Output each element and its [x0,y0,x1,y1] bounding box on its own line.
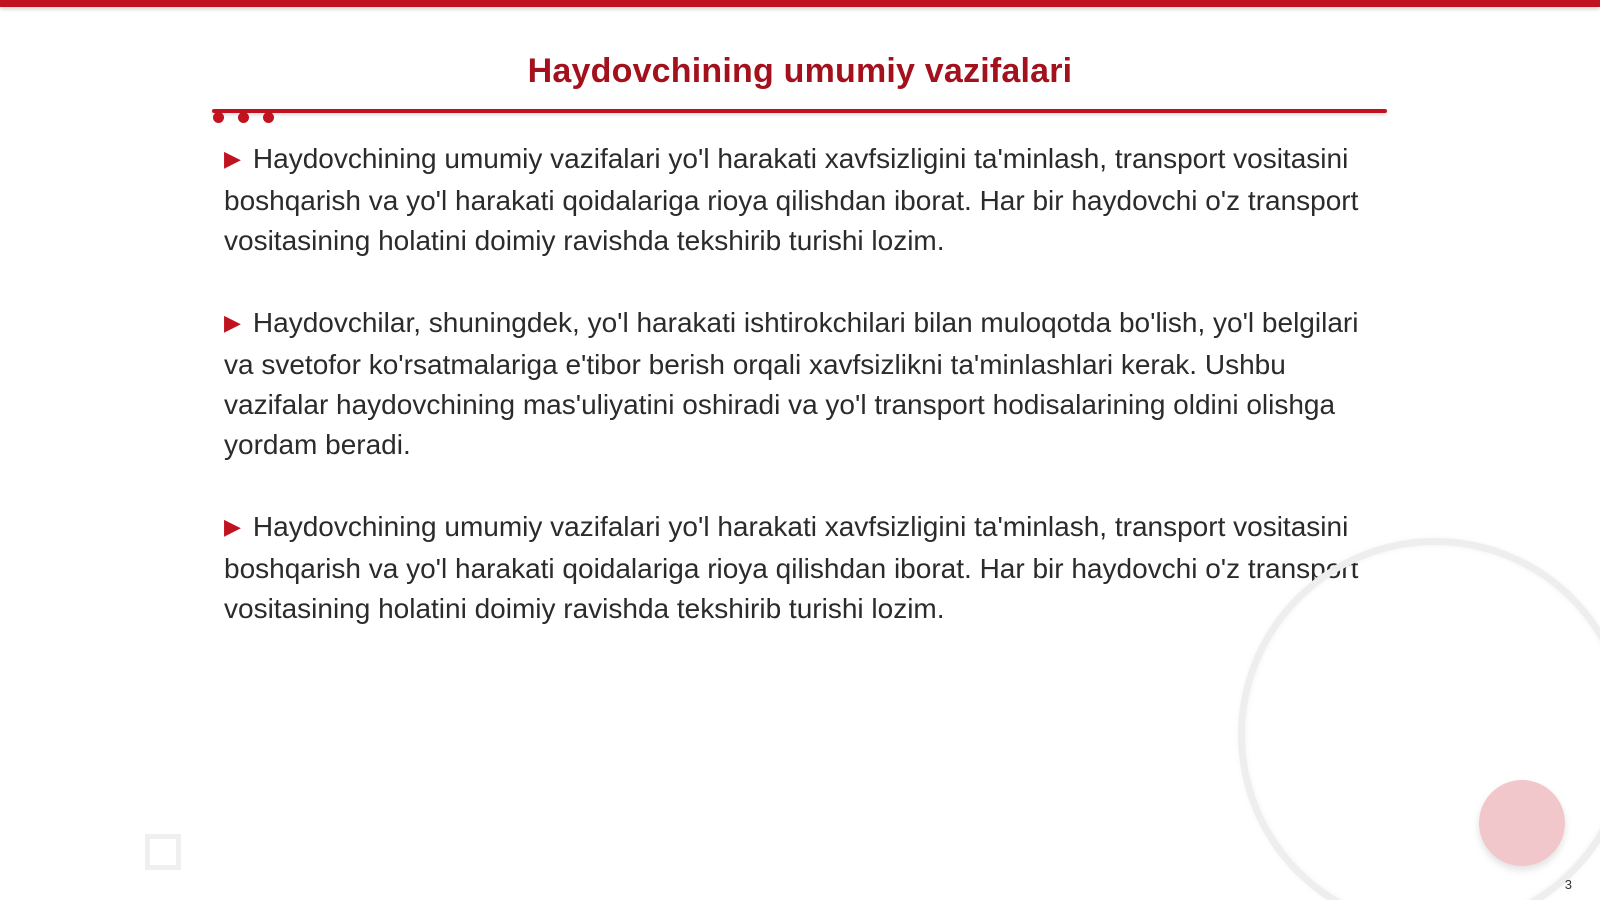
bullet-text: Haydovchining umumiy vazifalari yo'l harakati xavfsizligini ta'minlash, transport vositasini boshqarish va yo'l harakati qoidalariga rioya qilishdan iborat. Har bir haydovchi o'z transport vositasining holatini doimiy ravishda tekshirib turishi lozim. [224,511,1359,624]
slide-title: Haydovchining umumiy vazifalari [527,52,1073,90]
decorative-square-outline [145,834,181,870]
underline-dot [238,112,249,123]
bullet-item [224,507,1374,629]
bullet-text: Haydovchilar, shuningdek, yo'l harakati ishtirokchilari bilan muloqotda bo'lish, yo'l belgilari va svetofor ko'rsatmalariga e'tibor berish orqali xavfsizlikni ta'minlashlari kerak. Ushbu vazifalar haydovchining mas'uliyatini oshiradi va yo'l transport hodisalarining oldini olishga yordam beradi. [224,307,1359,460]
bullet-list [224,139,1374,671]
bullet-item [224,303,1374,465]
decorative-pink-circle [1479,780,1565,866]
underline-dot [263,112,274,123]
underline-dot [213,112,224,123]
bullet-text: Haydovchining umumiy vazifalari yo'l harakati xavfsizligini ta'minlash, transport vositasini boshqarish va yo'l harakati qoidalariga rioya qilishdan iborat. Har bir haydovchi o'z transport vositasining holatini doimiy ravishda tekshirib turishi lozim. [224,143,1359,256]
page-number: 3 [1564,877,1572,892]
title-underline [212,109,1387,113]
triangle-bullet-icon: ▶ [224,310,241,335]
triangle-bullet-icon: ▶ [224,146,241,171]
triangle-bullet-icon: ▶ [224,514,241,539]
top-accent-bar [0,0,1600,7]
bullet-item [224,139,1374,261]
